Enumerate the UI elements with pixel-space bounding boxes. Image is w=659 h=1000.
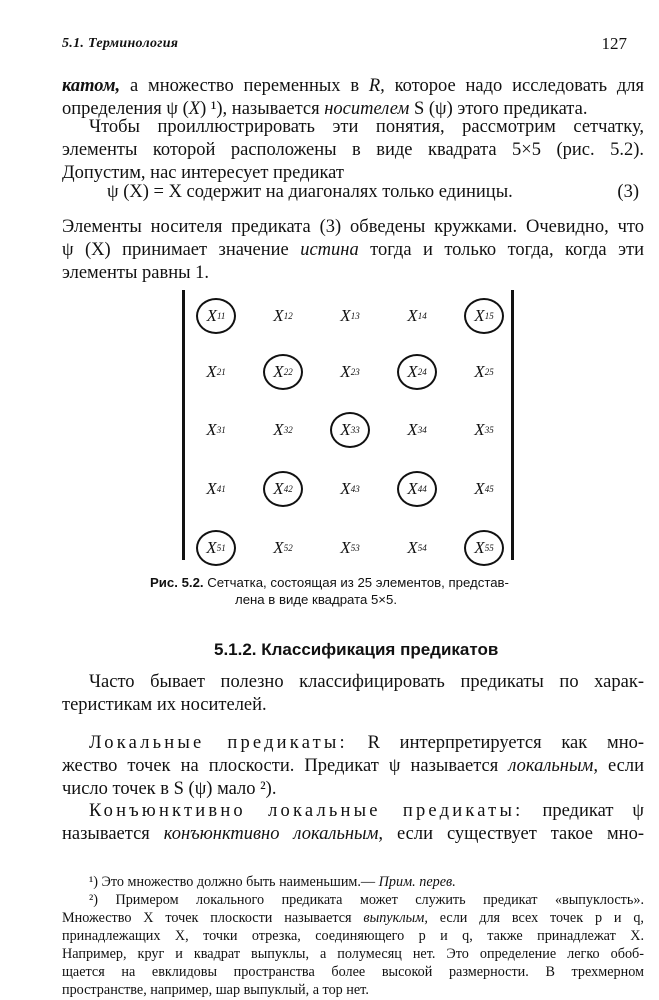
footnote-2-line-3: принадлежащих X, точки отрезка, соединяющего p и q, также принадлежат X. <box>62 928 644 944</box>
term-istina: истина <box>300 240 359 260</box>
grid-cell-x24 <box>397 354 437 390</box>
grid-cell-x15 <box>464 298 504 334</box>
paragraph-3-line-3: элементы равны 1. <box>62 263 210 283</box>
footnote-2-line-5: щается на евклидовы пространства более высокой размерности. В трехмерном <box>62 964 644 980</box>
grid-cell-x52 <box>263 530 303 566</box>
grid-cell-letter: X <box>407 306 418 325</box>
grid-cell-index: 43 <box>350 484 360 494</box>
grid-cell-x42 <box>263 471 303 507</box>
grid-cell-x43 <box>330 471 370 507</box>
term-local-predicates: Локальные предикаты: <box>89 733 348 753</box>
grid-cell-x51 <box>196 530 236 566</box>
grid-cell-x11 <box>196 298 236 334</box>
footnote-2-line-1: ²) Примером локального предиката может служить предикат «выпуклость». <box>89 892 644 908</box>
grid-cell-x21 <box>196 354 236 390</box>
text: ) ¹), называется <box>200 99 325 119</box>
paragraph-2 <box>62 116 644 185</box>
grid-cell-x35 <box>464 412 504 448</box>
grid-cell-x54 <box>397 530 437 566</box>
grid-cell-letter: X <box>407 538 418 557</box>
grid-cell-index: 32 <box>283 425 293 435</box>
formula-number: (3) <box>617 182 639 202</box>
grid-cell-x53 <box>330 530 370 566</box>
grid-cell-index: 24 <box>417 367 427 377</box>
paragraph-1 <box>62 75 644 121</box>
section-heading: 5.1.2. Классификация предикатов <box>214 640 499 659</box>
paragraph-4-line-2: теристикам их носителей. <box>62 695 267 715</box>
paragraph-5 <box>62 732 644 801</box>
grid-cell-x12 <box>263 298 303 334</box>
grid-cell-index: 53 <box>350 543 360 553</box>
grid-cell-letter: X <box>206 479 217 498</box>
term-local: локальным, <box>508 756 598 776</box>
grid-cell-letter: X <box>474 306 485 325</box>
formula-3 <box>107 182 639 203</box>
text: которое надо исследовать для <box>384 76 644 96</box>
grid-cell-letter: X <box>340 538 351 557</box>
grid-cell-x22 <box>263 354 303 390</box>
figure-caption <box>150 574 515 608</box>
grid-cell-index: 14 <box>417 311 427 321</box>
paragraph-4-line-1: Часто бывает полезно классифицировать предикаты по харак- <box>89 672 644 692</box>
footnote-1 <box>62 873 644 891</box>
text: называется <box>62 824 164 844</box>
grid-cell-index: 51 <box>216 543 226 553</box>
grid-cell-letter: X <box>273 420 284 439</box>
grid-cell-x13 <box>330 298 370 334</box>
paragraph-3-line-2 <box>62 239 644 262</box>
grid-cell-letter: X <box>273 362 284 381</box>
grid-cell-letter: X <box>273 479 284 498</box>
paragraph-5-line-3: число точек в S (ψ) мало ²). <box>62 779 277 799</box>
grid-cell-letter: X <box>407 362 418 381</box>
text: предикат ψ <box>523 801 644 821</box>
grid-cell-index: 25 <box>484 367 494 377</box>
grid-cell-x25 <box>464 354 504 390</box>
var-x: X <box>188 99 201 119</box>
grid-cell-index: 13 <box>350 311 360 321</box>
grid-cell-x31 <box>196 412 236 448</box>
retina-grid-figure <box>182 290 514 560</box>
paragraph-1-line-1 <box>62 75 644 98</box>
running-header-section: 5.1. Терминология <box>62 36 179 51</box>
text: если существует такое мно- <box>383 824 644 844</box>
grid-cell-index: 12 <box>283 311 293 321</box>
text: Множество X точек плоскости называется <box>62 910 364 926</box>
grid-cell-x23 <box>330 354 370 390</box>
grid-cell-index: 33 <box>350 425 360 435</box>
paragraph-4 <box>62 671 644 717</box>
right-grid-bar <box>511 290 514 560</box>
paragraph-3-line-1: Элементы носителя предиката (3) обведены кружками. Очевидно, что <box>62 217 644 237</box>
text: а множество переменных в <box>120 76 369 96</box>
var-r: R, <box>368 76 385 96</box>
text: если <box>597 756 644 776</box>
grid-cell-index: 35 <box>484 425 494 435</box>
grid-cell-letter: X <box>206 362 217 381</box>
text: R интерпретируется как мно- <box>347 733 645 753</box>
term-conjunctive-local-predicates: Конъюнктивно локальные предикаты: <box>89 801 524 821</box>
grid-cell-letter: X <box>340 479 351 498</box>
grid-cell-letter: X <box>206 538 217 557</box>
grid-cell-index: 41 <box>216 484 226 494</box>
grid-cell-letter: X <box>340 420 351 439</box>
paragraph-2-line-2: элементы которой расположены в виде квадрата 5×5 (рис. 5.2). <box>62 140 644 160</box>
paragraph-5-line-1 <box>62 732 644 755</box>
text: тогда и только тогда, когда эти <box>358 240 644 260</box>
text: определения ψ ( <box>62 99 189 119</box>
text: жество точек на плоскости. Предикат ψ называется <box>62 756 509 776</box>
grid-cell-letter: X <box>407 420 418 439</box>
grid-cell-index: 42 <box>283 484 293 494</box>
caption-label: Рис. 5.2. <box>150 575 204 590</box>
footnote-2-line-2 <box>62 909 644 927</box>
grid-cell-index: 31 <box>216 425 226 435</box>
paragraph-3 <box>62 216 644 285</box>
term-katom: катом, <box>62 76 121 96</box>
grid-cell-letter: X <box>474 479 485 498</box>
grid-cell-index: 21 <box>216 367 226 377</box>
paragraph-6-line-1 <box>62 800 644 823</box>
grid-cell-index: 34 <box>417 425 427 435</box>
grid-cell-letter: X <box>206 306 218 325</box>
left-grid-bar <box>182 290 185 560</box>
grid-cell-letter: X <box>340 362 351 381</box>
text: ψ (X) принимает значение <box>62 240 301 260</box>
grid-cell-x44 <box>397 471 437 507</box>
grid-cell-x55 <box>464 530 504 566</box>
page-number: 127 <box>601 34 627 53</box>
grid-cell-index: 22 <box>283 367 293 377</box>
grid-cell-x41 <box>196 471 236 507</box>
grid-cell-x32 <box>263 412 303 448</box>
footnotes <box>62 873 644 999</box>
translator-note: Прим. перев. <box>378 874 456 890</box>
term-conjunctive-local: конъюнктивно локальным, <box>163 824 384 844</box>
grid-cell-letter: X <box>206 420 217 439</box>
caption-line-2: лена в виде квадрата 5×5. <box>235 592 398 607</box>
paragraph-6 <box>62 800 644 846</box>
grid-cell-letter: X <box>273 538 284 557</box>
text: ¹) Это множество должно быть наименьшим.— <box>89 874 379 890</box>
grid-cell-letter: X <box>474 420 485 439</box>
paragraph-5-line-2 <box>62 755 644 778</box>
footnote-2-line-4: Например, круг и квадрат выпуклы, а полумесяц нет. Это определение легко обоб- <box>62 946 644 962</box>
term-convex: выпуклым, <box>363 910 428 926</box>
grid-cell-letter: X <box>273 306 284 325</box>
grid-cell-index: 55 <box>484 543 494 553</box>
paragraph-2-line-3: Допустим, нас интересует предикат <box>62 163 344 183</box>
grid-cell-letter: X <box>474 362 485 381</box>
grid-cell-index: 52 <box>283 543 293 553</box>
caption-line-1: Сетчатка, состоящая из 25 элементов, представ- <box>203 575 509 590</box>
paragraph-6-line-2 <box>62 823 644 846</box>
grid-cell-index: 54 <box>417 543 427 553</box>
grid-cell-index: 11 <box>217 311 226 321</box>
grid-cell-index: 15 <box>484 311 494 321</box>
grid-cell-x14 <box>397 298 437 334</box>
grid-cell-index: 44 <box>417 484 427 494</box>
text: если для всех точек p и q, <box>427 910 644 926</box>
grid-cell-letter: X <box>340 306 351 325</box>
grid-cell-x34 <box>397 412 437 448</box>
grid-cell-x45 <box>464 471 504 507</box>
term-nositel: носителем <box>324 99 410 119</box>
running-header <box>62 36 627 56</box>
grid-cell-index: 23 <box>350 367 360 377</box>
grid-cell-x33 <box>330 412 370 448</box>
formula-text: ψ (X) = X содержит на диагоналях только единицы. <box>107 182 513 202</box>
text: S (ψ) этого предиката. <box>409 99 588 119</box>
grid-cell-index: 45 <box>484 484 494 494</box>
grid-cell-letter: X <box>407 479 418 498</box>
footnote-2-line-6: пространстве, например, шар выпуклый, а тор нет. <box>62 982 369 998</box>
paragraph-2-line-1: Чтобы проиллюстрировать эти понятия, рассмотрим сетчатку, <box>89 117 644 137</box>
grid-cell-letter: X <box>474 538 485 557</box>
